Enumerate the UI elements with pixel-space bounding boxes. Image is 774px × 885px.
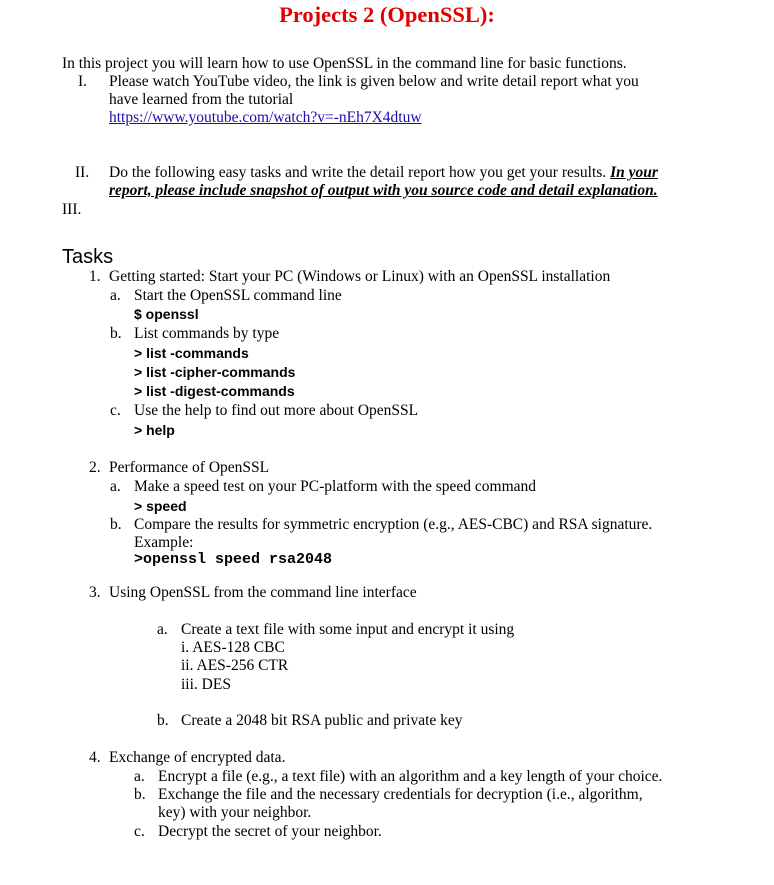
task-1-title: Getting started: Start your PC (Windows or Linux) with an OpenSSL installation	[109, 268, 611, 285]
section-ii-emphasis-start: In your	[610, 164, 658, 181]
task-1c-letter: c.	[110, 402, 121, 419]
task-3-number: 3.	[89, 584, 101, 601]
task-1-number: 1.	[89, 268, 101, 285]
command-openssl: $ openssl	[134, 306, 199, 322]
command-list-cipher: > list -cipher-commands	[134, 364, 296, 380]
task-3b-text: Create a 2048 bit RSA public and private key	[181, 712, 463, 729]
command-list-digest: > list -digest-commands	[134, 383, 295, 399]
task-2-title: Performance of OpenSSL	[109, 459, 270, 476]
task-4-title: Exchange of encrypted data.	[109, 749, 286, 766]
section-i-text-cont: have learned from the tutorial	[109, 91, 294, 108]
task-2b-example-label: Example:	[134, 534, 194, 551]
task-4-number: 4.	[89, 749, 101, 766]
section-numeral-ii: II.	[75, 164, 90, 181]
cipher-aes-128-cbc: i. AES-128 CBC	[181, 639, 285, 656]
task-2b-letter: b.	[110, 516, 122, 533]
section-numeral-i: I.	[78, 73, 88, 90]
intro-text: In this project you will learn how to use OpenSSL in the command line for basic functions.	[62, 55, 627, 72]
task-4a-letter: a.	[134, 768, 145, 785]
task-2a-text: Make a speed test on your PC-platform with the speed command	[134, 478, 537, 495]
cipher-aes-256-ctr: ii. AES-256 CTR	[181, 657, 289, 674]
task-3-title: Using OpenSSL from the command line interface	[109, 584, 417, 601]
task-3a-letter: a.	[157, 621, 168, 638]
section-ii-plain: Do the following easy tasks and write the detail report how you get your results.	[109, 164, 607, 181]
task-4a-text: Encrypt a file (e.g., a text file) with an algorithm and a key length of your choice.	[158, 768, 663, 785]
command-list-commands: > list -commands	[134, 345, 249, 361]
task-4c-text: Decrypt the secret of your neighbor.	[158, 823, 382, 840]
task-3a-text: Create a text file with some input and encrypt it using	[181, 621, 515, 638]
section-numeral-iii: III.	[62, 201, 82, 218]
cipher-des: iii. DES	[181, 676, 231, 693]
section-i-text: Please watch YouTube video, the link is given below and write detail report what you	[109, 73, 639, 90]
task-2-number: 2.	[89, 459, 101, 476]
task-4b-text: Exchange the file and the necessary credentials for decryption (i.e., algorithm,	[158, 786, 643, 803]
tasks-heading: Tasks	[62, 246, 114, 268]
task-1c-text: Use the help to find out more about OpenSSL	[134, 402, 419, 419]
youtube-link[interactable]: https://www.youtube.com/watch?v=-nEh7X4dtuw	[109, 109, 422, 126]
command-openssl-speed: >openssl speed rsa2048	[134, 551, 333, 568]
command-help: > help	[134, 422, 175, 438]
task-4c-letter: c.	[134, 823, 145, 840]
task-1b-letter: b.	[110, 325, 122, 342]
task-4b-letter: b.	[134, 786, 146, 803]
task-2a-letter: a.	[110, 478, 121, 495]
page-title: Projects 2 (OpenSSL):	[279, 2, 495, 27]
task-4b-text-cont: key) with your neighbor.	[158, 804, 312, 821]
task-2b-text: Compare the results for symmetric encryption (e.g., AES-CBC) and RSA signature.	[134, 516, 653, 533]
command-speed: > speed	[134, 498, 187, 514]
section-ii-emphasis: report, please include snapshot of output with you source code and detail explanation.	[109, 182, 658, 199]
task-1a-letter: a.	[110, 287, 121, 304]
task-1a-text: Start the OpenSSL command line	[134, 287, 342, 304]
section-ii-text	[109, 164, 658, 182]
task-3b-letter: b.	[157, 712, 169, 729]
task-1b-text: List commands by type	[134, 325, 280, 342]
